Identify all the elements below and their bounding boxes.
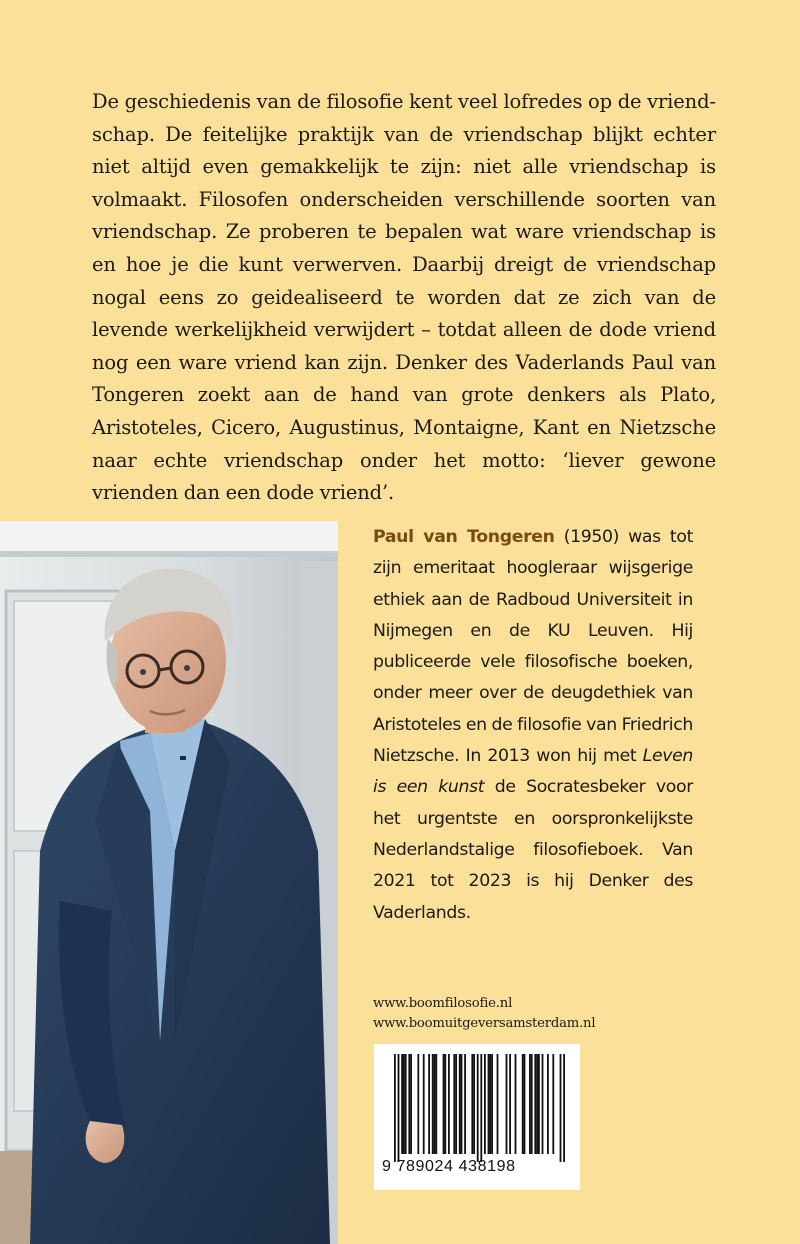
barcode-bar: [491, 1054, 493, 1154]
link-boomuitgevers[interactable]: www.boomuitgeversamsterdam.nl: [373, 1016, 596, 1031]
barcode-bar: [552, 1054, 554, 1154]
barcode-bar: [489, 1054, 491, 1154]
barcode-bar: [459, 1054, 461, 1154]
barcode-bar: [398, 1054, 400, 1162]
barcode-bar: [464, 1054, 466, 1154]
barcode-bar: [448, 1054, 450, 1154]
barcode-bar: [428, 1054, 430, 1154]
barcode-bar: [560, 1054, 562, 1162]
barcode-bar: [477, 1054, 479, 1162]
bio-text-start: (1950) was tot zijn emeritaat hoogleraar wijsgerige ethiek aan de Radboud Universiteit in Nijmegen en de KU Leuven. Hij publiceerde vele filosofische boeken, onder meer over de deugdethiek van Aristoteles en de filosofie van Friedrich Nietzsche. In 2013 won hij met: [373, 527, 693, 767]
barcode-bar: [509, 1054, 511, 1154]
barcode-bar: [534, 1054, 536, 1154]
barcode-bar: [529, 1054, 531, 1154]
barcode-bar: [403, 1054, 405, 1154]
barcode-bar: [453, 1054, 455, 1154]
barcode-bar: [471, 1054, 473, 1154]
barcode-bar: [506, 1054, 508, 1154]
barcode-bar: [461, 1054, 463, 1154]
barcode-bar: [480, 1054, 482, 1162]
link-boomfilosofie[interactable]: www.boomfilosofie.nl: [373, 996, 513, 1011]
book-title: Leven is een kunst: [373, 746, 693, 798]
barcode-bar: [538, 1054, 540, 1154]
barcode: [374, 1044, 580, 1190]
barcode-bar: [432, 1054, 434, 1154]
barcode-bar: [484, 1054, 486, 1154]
author-name: Paul van Tongeren: [373, 527, 555, 547]
barcode-bar: [542, 1054, 544, 1154]
barcode-bar: [536, 1054, 538, 1154]
barcode-bar: [473, 1054, 475, 1154]
author-bio: [373, 522, 693, 929]
barcode-bar: [405, 1054, 407, 1154]
barcode-bar: [522, 1054, 524, 1154]
barcode-bar: [434, 1054, 436, 1154]
author-photo: [0, 521, 338, 1244]
barcode-bar: [443, 1054, 445, 1154]
barcode-bar: [547, 1054, 549, 1154]
barcode-bar: [455, 1054, 457, 1154]
barcode-bar: [417, 1054, 419, 1154]
barcode-bar: [408, 1054, 410, 1154]
barcode-bar: [488, 1054, 490, 1154]
isbn-number: 9 789024 438198: [382, 1158, 516, 1175]
barcode-bar: [524, 1054, 526, 1154]
barcode-bar: [531, 1054, 533, 1154]
barcode-bar: [515, 1054, 517, 1154]
back-cover-blurb: De geschiedenis van de filosofie kent veel lofredes op de vriendschap. De feitelijke praktijk van de vriendschap blijkt echter niet altijd even gemakkelijk te zijn: niet alle vriendschap is volmaakt. Filosofen onderscheiden verschillende soorten van vriendschap. Ze proberen te bepalen wat ware vriendschap is en hoe je die kunt verwerven. Daarbij dreigt de vriendschap nogal eens zo geidealiseerd te worden dat ze zich van de levende werkelijkheid verwijdert – totdat alleen de dode vriend nog een ware vriend kan zijn. Denker des Vaderlands Paul van Tongeren zoekt aan de hand van grote denkers als Plato, Aristoteles, Cicero, Augustinus, Montaigne, Kant en Nietzsche naar echte vriendschap onder het motto: ‘liever gewone vrienden dan een dode vriend’.: [92, 90, 716, 505]
barcode-bar: [401, 1054, 403, 1154]
barcode-bar: [435, 1054, 437, 1154]
barcode-bar: [563, 1054, 565, 1162]
barcode-bar: [423, 1054, 425, 1154]
barcode-bar: [410, 1054, 412, 1154]
publisher-links: [373, 994, 753, 1034]
barcode-bar: [497, 1054, 499, 1154]
barcode-bar: [444, 1054, 446, 1154]
barcode-bar: [394, 1054, 396, 1162]
bio-text-end: de Socratesbeker voor het urgentste en oorspronkelijkste Nederlandstalige filosofieboek. Van 2021 tot 2023 is hij Denker des Vaderlands.: [373, 777, 693, 923]
